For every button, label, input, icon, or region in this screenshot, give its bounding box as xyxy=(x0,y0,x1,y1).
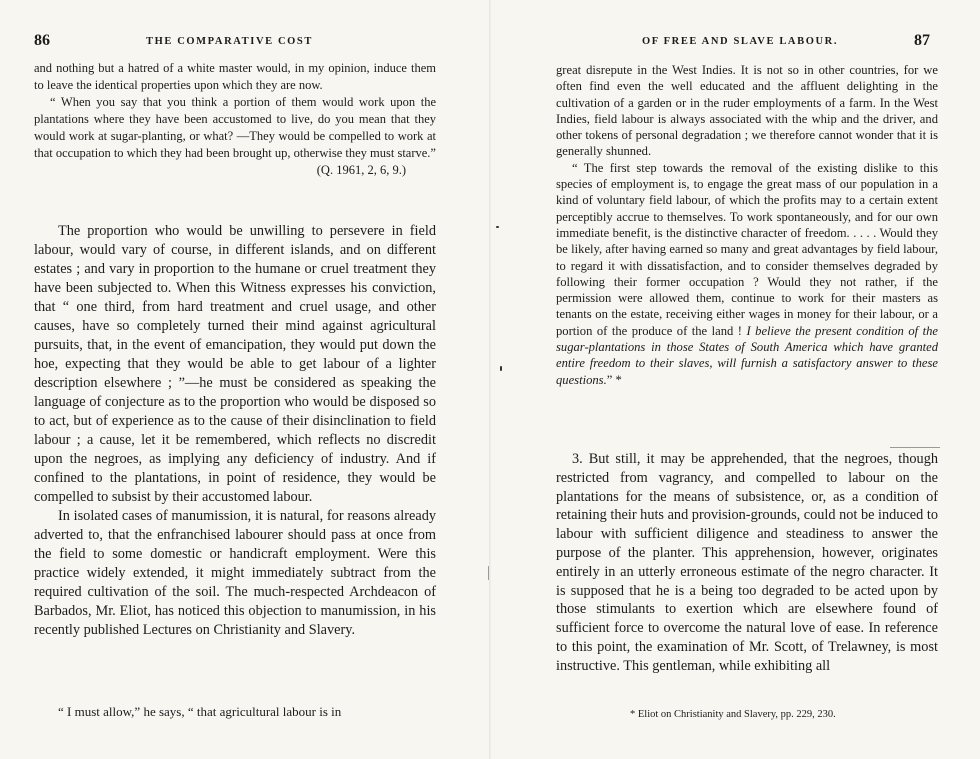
body-paragraph: In isolated cases of manumission, it is natural, for reasons already adverted to, that the enfranchised labourer should pass at once from the field to some domestic or handicraft employment. Were this practice widely extended, it might immediately subtract from the required cultivation of the soil. The much-respected Archdeacon of Barbados, Mr. Eliot, has noticed this objection to manumission, in his recently published Lectures on Christianity and Slavery. xyxy=(34,508,436,638)
quote-italic-text: I believe the present condition of the sugar-plantations in those States of South America which have granted entire freedom to their slaves, will furnish a satisfactory answer to these questions. xyxy=(556,323,939,387)
left-page-number: 86 xyxy=(34,32,50,49)
left-bottom-line xyxy=(34,703,436,720)
right-quote-paragraph xyxy=(556,160,938,388)
left-quote-paragraph: and nothing but a hatred of a white master would, in my opinion, induce them to leave the identical properties upon which they are now. xyxy=(34,61,436,92)
right-body-text xyxy=(556,450,938,676)
left-quote-paragraph: “ When you say that you think a portion of them would work upon the plantations where they have been accustomed to live, do you mean that they would work at sugar-planting, or what? —They would be compelled to work at that occupation to which they had been brought up, otherwise they must starve.” xyxy=(34,95,436,160)
section-rule xyxy=(890,447,940,448)
right-page xyxy=(490,0,980,759)
right-quote-block xyxy=(556,62,938,388)
page-speck xyxy=(488,566,489,580)
body-paragraph: The proportion who would be unwilling to persevere in field labour, would vary of course, in different islands, and on different estates ; and vary in proportion to the humane or cruel treatment they have been subjected to. When this Witness expresses his conviction, that “ one third, from hard treatment and cruel usage, and other causes, have so completely turned their mind against agricultural pursuits, that, in the event of emancipation, they would put down the hoe, expecting that they would be able to get labour of a lighter description elsewhere ; ”—he must be considered as speaking the language of conjecture as to the proportion who would be disposed so to act, but of experience as to the cause of their disinclination to field labour ; a cause, let it be remembered, which reflects no discredit upon the negroes, as implying any deficiency of industry. And if confined to the plantations, in point of residence, they would be compelled to subsist by their accustomed labour. xyxy=(34,223,436,505)
quote-roman-text: “ The first step towards the removal of the existing dislike to this species of employment is, to engage the great mass of our population in a kind of voluntary field labour, of which the profits may to a certain extent perceptibly accrue to themselves. To work spontaneously, and for our own immediate benefit, is the distinctive character of freedom. . . . . Would they be likely, after having earned so many and great advantages by field labour, to regard it with dissatisfaction, and to consider themselves degraded by following their former occupation ? Would they not rather, if the permission were allowed them, continue to work for their masters as tenants on the estate, receiving either wages in money for their labour, or a portion of the produce of the land ! xyxy=(556,160,938,338)
right-running-head: OF FREE AND SLAVE LABOUR. xyxy=(642,36,839,47)
quote-closing-mark: ” * xyxy=(606,372,622,387)
bottom-quote-line: “ I must allow,” he says, “ that agricultural labour is in xyxy=(58,704,342,719)
quote-citation: (Q. 1961, 2, 6, 9.) xyxy=(316,163,406,177)
left-quote-block xyxy=(34,60,436,179)
page-speck xyxy=(496,226,499,228)
right-quote-paragraph: great disrepute in the West Indies. It is not so in other countries, for we often find even the well educated and the affluent delighting in the cultivation of a garden or in the ruder employments of a farm. In the West Indies, field labour is always associated with the whip and the driver, and other tokens of personal degradation ; we therefore cannot wonder that it is generally shunned. xyxy=(556,63,938,159)
right-page-number: 87 xyxy=(914,32,930,49)
page-speck xyxy=(500,366,502,371)
left-running-head: THE COMPARATIVE COST xyxy=(146,36,313,47)
footnote: * Eliot on Christianity and Slavery, pp. 229, 230. xyxy=(630,709,836,720)
body-paragraph: 3. But still, it may be apprehended, that the negroes, though restricted from vagrancy, and compelled to labour on the plantations for the means of subsistence, or, as a condition of retaining their huts and provision-grounds, could not be induced to labour with sufficient diligence and steadiness to answer the purpose of the planter. This apprehension, however, originates entirely in an utterly erroneous estimate of the negro character. It is supposed that he is a being too degraded to be acted upon by those stimulants to exertion which are elsewhere found of sufficient force to overcome the natural love of ease. In reference to this point, the examination of Mr. Scott, of Trelawney, is most instructive. This gentleman, while exhibiting all xyxy=(556,451,938,674)
left-body-text xyxy=(34,222,436,640)
